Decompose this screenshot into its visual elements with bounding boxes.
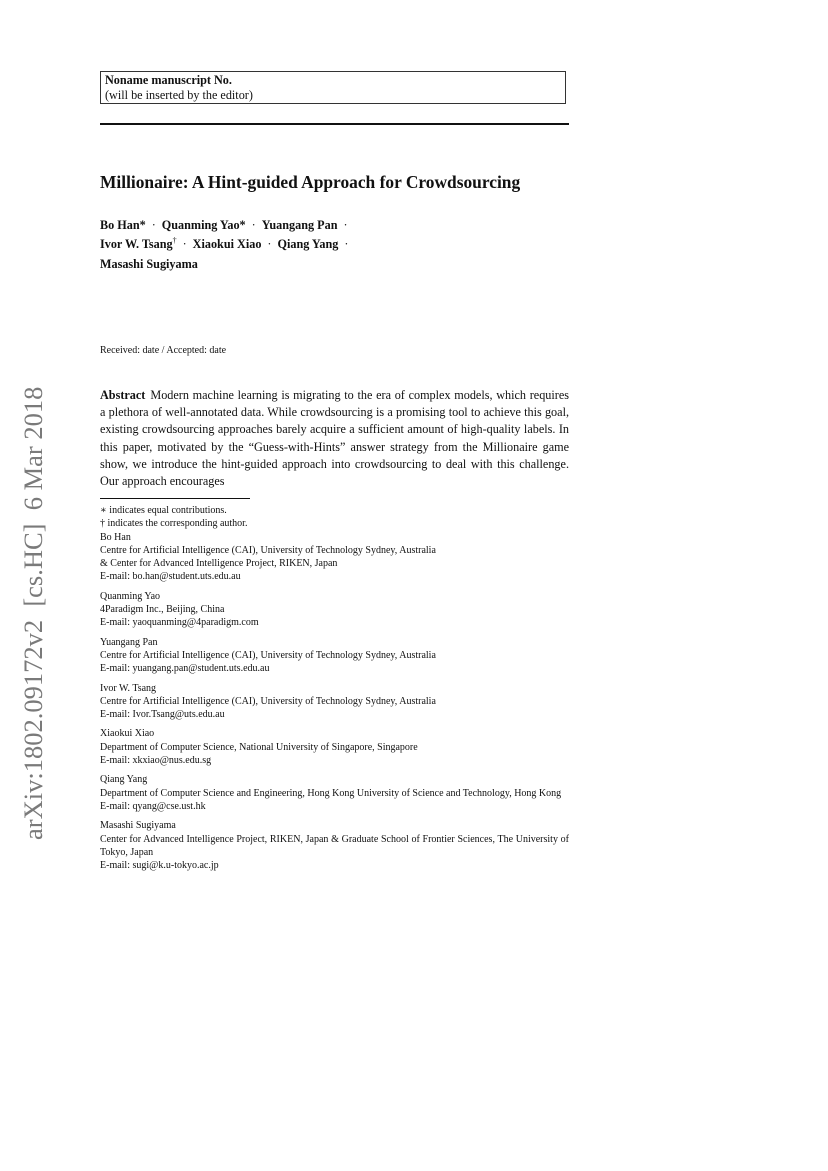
equal-contribution-note: ∗ indicates equal contributions. [100,505,227,516]
affiliation-line: Center for Advanced Intelligence Project, RIKEN, Japan & Graduate School of Frontier Sciences, The University of Tokyo, Japan [100,833,569,858]
author-row [100,216,570,235]
affiliation-email: E-mail: yuangang.pan@student.uts.edu.au [100,663,270,675]
author-name: Masashi Sugiyama [100,256,198,271]
corresponding-author-note: † indicates the corresponding author. [100,518,248,530]
affiliation-author-name: Qiang Yang [100,774,148,786]
abstract [100,387,569,490]
affiliation-block [100,531,569,584]
affiliation-block [100,682,569,722]
corresponding-author-mark: † [172,236,177,246]
affiliation-line: Department of Computer Science, National University of Singapore, Singapore [100,741,418,753]
affiliation-line: 4Paradigm Inc., Beijing, China [100,604,225,616]
footnote-rule [100,498,250,499]
affiliation-block [100,727,569,767]
affiliation-line: Centre for Artificial Intelligence (CAI), University of Technology Sydney, Australia [100,544,436,556]
affiliation-line: Centre for Artificial Intelligence (CAI), University of Technology Sydney, Australia [100,695,436,707]
author-separator: · [251,218,256,232]
affiliation-block [100,590,569,630]
author-name: Yuangang Pan [261,218,338,232]
author-separator: · [343,218,348,232]
paper-title: Millionaire: A Hint-guided Approach for Crowdsourcing [100,172,521,192]
header-rule [100,123,569,125]
received-accepted-dates: Received: date / Accepted: date [100,345,227,356]
affiliation-author-name: Quanming Yao [100,590,161,602]
manuscript-number-box [100,71,566,104]
author-name: Qiang Yang [277,237,339,252]
affiliation-author-name: Ivor W. Tsang [100,682,157,694]
affiliation-email: E-mail: sugi@k.u-tokyo.ac.jp [100,860,219,872]
author-name: Quanming Yao* [161,218,246,232]
affiliation-line: Centre for Artificial Intelligence (CAI), University of Technology Sydney, Australia [100,649,436,661]
author-separator: · [182,237,187,252]
affiliation-author-name: Bo Han [100,531,131,543]
affiliation-email: E-mail: yaoquanming@4paradigm.com [100,617,259,629]
author-name: Bo Han* [100,218,146,232]
affiliation-author-name: Yuangang Pan [100,636,158,648]
author-name: Ivor W. Tsang [100,237,173,252]
affiliation-email: E-mail: bo.han@student.uts.edu.au [100,571,241,583]
affiliation-email: E-mail: xkxiao@nus.edu.sg [100,755,212,767]
author-list [100,216,570,274]
affiliation-list [100,531,569,873]
author-separator: · [151,218,156,232]
editor-note: (will be inserted by the editor) [105,88,253,102]
author-separator: · [267,237,272,252]
affiliation-block [100,636,569,676]
affiliation-block [100,773,569,813]
affiliation-line: & Center for Advanced Intelligence Project, RIKEN, Japan [100,558,338,570]
affiliation-author-name: Xiaokui Xiao [100,728,155,740]
abstract-text: Modern machine learning is migrating to the era of complex models, which requires a plethora of well-annotated data. While crowdsourcing is a promising tool to achieve this goal, existing crowdsourcing approaches barely acquire a sufficient amount of high-quality labels. In this paper, motivated by the “Guess-with-Hints” answer strategy from the Millionaire game show, we introduce the hint-guided approach into crowdsourcing to deal with this challenge. Our approach encourages [100,388,569,489]
affiliation-block [100,819,569,872]
affiliation-email: E-mail: Ivor.Tsang@uts.edu.au [100,709,225,721]
affiliation-line: Department of Computer Science and Engineering, Hong Kong University of Science and Technology, Hong Kong [100,787,562,799]
author-row [100,235,570,254]
affiliation-email: E-mail: qyang@cse.ust.hk [100,800,206,812]
abstract-heading: Abstract [100,388,146,402]
affiliation-author-name: Masashi Sugiyama [100,820,176,832]
manuscript-number-label: Noname manuscript No. [105,73,232,87]
footnotes [100,504,569,878]
author-row [100,255,570,274]
author-separator: · [344,237,349,252]
author-name: Xiaokui Xiao [192,237,262,252]
arxiv-stamp: arXiv:1802.09172v2 [cs.HC] 6 Mar 2018 [18,386,48,840]
